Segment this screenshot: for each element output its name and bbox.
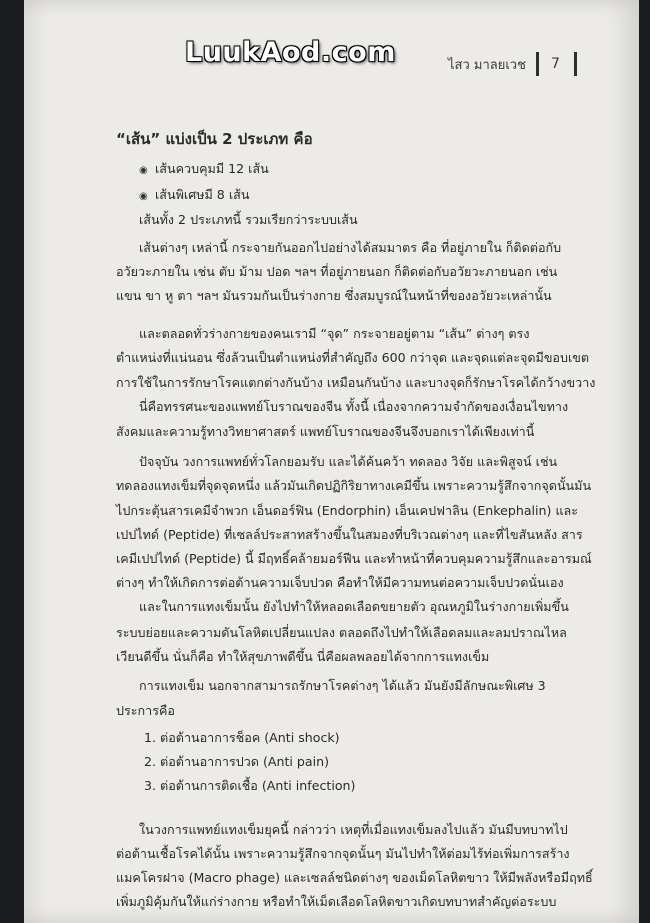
- watermark: LuukAod.com: [185, 37, 396, 68]
- paragraph-line: ตำแหน่งที่แน่นอน ซึ่งล้วนเป็นตำแหน่งที่สำคัญถึง 600 กว่าจุด และจุดแต่ละจุดมีขอบเขต: [116, 350, 590, 365]
- paragraph-line: ไปกระตุ้นสารเคมีจำพวก เอ็นดอร์ฟิน (Endorphin) เอ็นเคปฟาลิน (Enkephalin) และ: [116, 503, 579, 518]
- paragraph-line: ประการคือ: [116, 703, 175, 718]
- paragraph-line: แมคโครฝาจ (Macro phage) และเซลล์ชนิดต่างๆ ของเม็ดโลหิตขาว ให้มีพลังหรือมีฤทธิ์: [116, 870, 593, 885]
- numbered-item: 1. ต่อต้านอาการช็อค (Anti shock): [144, 730, 340, 745]
- paragraph-line: เส้นทั้ง 2 ประเภทนี้ รวมเรียกว่าระบบเส้น: [139, 212, 358, 227]
- paragraph-line: ทดลองแทงเข็มที่จุดจุดหนึ่ง แล้วมันเกิดปฏิกิริยาทางเคมีขึ้น เพราะความรู้สึกจากจุดนั้นมัน: [116, 478, 592, 493]
- book-page: [24, 0, 639, 923]
- paragraph-line: ต่างๆ ทำให้เกิดการต่อต้านความเจ็บปวด คือทำให้มีความทนต่อความเจ็บปวดนั่นเอง: [116, 575, 564, 590]
- paragraph-line: เปปไทด์ (Peptide) ที่เซลล์ประสาทสร้างขึ้นในสมองที่บริเวณต่างๆ และที่ไขสันหลัง สาร: [116, 527, 583, 542]
- paragraph-line: ในวงการแพทย์แทงเข็มยุคนี้ กล่าวว่า เหตุที่เมื่อแทงเข็มลงไปแล้ว มันมีบทบาทไป: [139, 822, 568, 837]
- paragraph-line: เวียนดีขึ้น นั่นก็คือ ทำให้สุขภาพดีขึ้น นี่คือผลพลอยได้จากการแทงเข็ม: [116, 649, 490, 664]
- bullet-item: ◉ เส้นพิเศษมี 8 เส้น: [139, 186, 249, 206]
- paragraph-line: เคมีเปปไทด์ (Peptide) นี้ มีฤทธิ์คล้ายมอร์ฟีน และทำหน้าที่ควบคุมความรู้สึกและอารมณ์: [116, 551, 592, 566]
- paragraph-line: การแทงเข็ม นอกจากสามารถรักษาโรคต่างๆ ได้แล้ว มันยังมีลักษณะพิเศษ 3: [139, 678, 546, 693]
- numbered-item: 2. ต่อต้านอาการปวด (Anti pain): [144, 754, 330, 769]
- paragraph-line: เส้นต่างๆ เหล่านี้ กระจายกันออกไปอย่างได้สมมาตร คือ ที่อยู่ภายใน ก็ติดต่อกับ: [139, 240, 562, 255]
- page-body: [24, 0, 639, 923]
- numbered-item: 3. ต่อต้านการติดเชื้อ (Anti infection): [144, 778, 356, 793]
- paragraph-line: แขน ขา หู ตา ฯลฯ มันรวมกันเป็นร่างกาย ซึ่งสมบูรณ์ในหน้าที่ของอวัยวะเหล่านั้น: [116, 288, 552, 303]
- paragraph-line: ต่อต้านเชื้อโรคได้นั้น เพราะความรู้สึกจากจุดนั้นๆ มันไปทำให้ต่อมไร้ท่อเพิ่มการสร้าง: [116, 846, 570, 861]
- paragraph-line: การใช้ในการรักษาโรคแตกต่างกันบ้าง เหมือนกันบ้าง และบางจุดก็รักษาโรคได้กว้างขวาง: [116, 375, 596, 390]
- page-number: 7: [550, 56, 560, 72]
- bullet-item: ◉ เส้นควบคุมมี 12 เส้น: [139, 160, 269, 180]
- section-heading: “เส้น” แบ่งเป็น 2 ประเภท คือ: [116, 130, 313, 148]
- header-author: ไสว มาลยเวช: [448, 57, 526, 73]
- paragraph-line: ระบบย่อยและความดันโลหิตเปลี่ยนแปลง ตลอดถึงไปทำให้เลือดลมและลมปราณไหล: [116, 625, 567, 640]
- paragraph-line: เพิ่มภูมิคุ้มกันให้แก่ร่างกาย หรือทำให้เม็ดเลือดโลหิตขาวเกิดบทบาทสำคัญต่อระบบ: [116, 894, 557, 909]
- paragraph-line: ปัจจุบัน วงการแพทย์ทั่วโลกยอมรับ และได้ค้นคว้า ทดลอง วิจัย และพิสูจน์ เช่น: [139, 454, 558, 469]
- paragraph-line: อวัยวะภายใน เช่น ตับ ม้าม ปอด ฯลฯ ที่อยู่ภายนอก ก็ติดต่อกับอวัยวะภายนอก เช่น: [116, 264, 558, 279]
- paragraph-line: นี่คือทรรศนะของแพทย์โบราณของจีน ทั้งนี้ เนื่องจากความจำกัดของเงื่อนไขทาง: [139, 399, 569, 414]
- paragraph-line: และตลอดทั่วร่างกายของคนเรามี “จุด” กระจายอยู่ตาม “เส้น” ต่างๆ ตรง: [139, 326, 530, 341]
- paragraph-line: และในการแทงเข็มนั้น ยังไปทำให้หลอดเลือดขยายตัว อุณหภูมิในร่างกายเพิ่มขึ้น: [139, 599, 569, 614]
- paragraph-line: สังคมและความรู้ทางวิทยาศาสตร์ แพทย์โบราณของจีนจึงบอกเราได้เพียงเท่านี้: [116, 424, 535, 439]
